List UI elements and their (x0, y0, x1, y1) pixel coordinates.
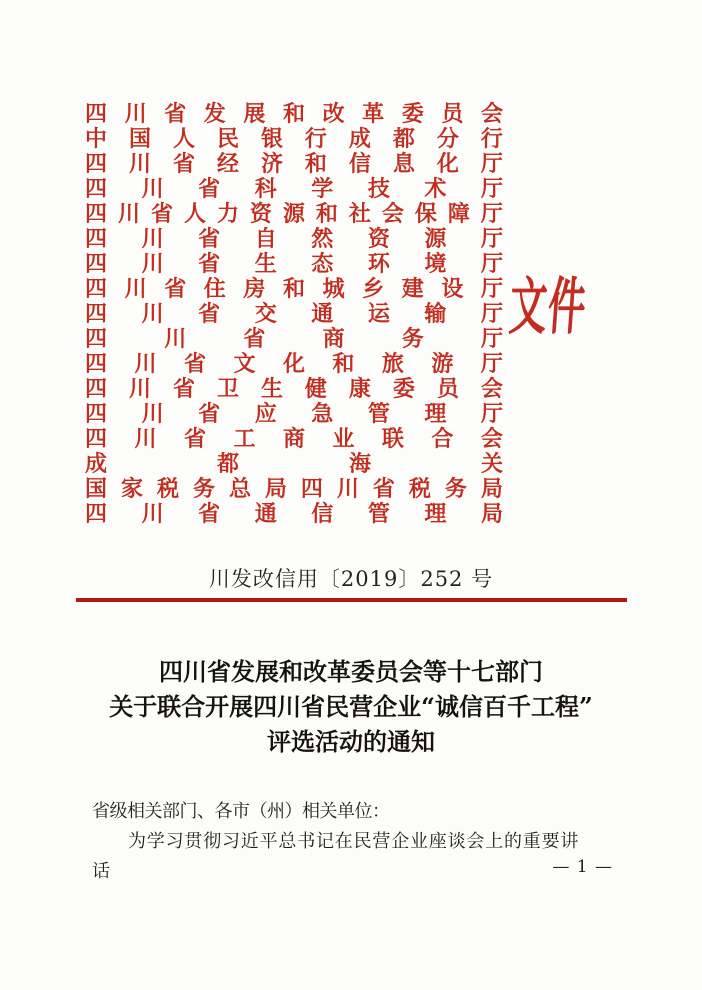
agency-line: 四 川 省 应 急 管 理 厅 (85, 401, 503, 427)
title-line-1: 四川省发展和改革委员会等十七部门 (159, 657, 543, 686)
body-paragraph: 为学习贯彻习近平总书记在民营企业座谈会上的重要讲话 (92, 831, 580, 882)
letterhead-agency-list (85, 102, 503, 527)
agency-line: 四 川 省 工 商 业 联 合 会 (85, 426, 503, 452)
title-line-2: 关于联合开展四川省民营企业“诚信百千工程” (109, 692, 593, 721)
agency-line: 四 川 省 生 态 环 境 厅 (85, 251, 503, 277)
agency-line: 中 国 人 民 银 行 成 都 分 行 (85, 126, 503, 152)
agency-line: 四 川 省 经 济 和 信 息 化 厅 (85, 151, 503, 177)
agency-line: 四 川 省 人 力 资 源 和 社 会 保 障 厅 (85, 201, 503, 227)
page-number: — 1 — (552, 857, 613, 877)
letterhead-document-label: 文件 (507, 270, 590, 343)
title-line-3: 评选活动的通知 (267, 727, 435, 756)
agency-line: 四 川 省 卫 生 健 康 委 员 会 (85, 376, 503, 402)
agency-line: 四 川 省 文 化 和 旅 游 厅 (85, 351, 503, 377)
agency-line: 四 川 省 通 信 管 理 局 (85, 501, 503, 527)
salutation-line: 省级相关部门、各市（州）相关单位： (92, 801, 390, 822)
document-body (92, 797, 594, 887)
red-divider-line (76, 598, 627, 602)
agency-line: 四 川 省 发 展 和 改 革 委 员 会 (85, 101, 503, 127)
agency-line: 四 川 省 商 务 厅 (85, 326, 503, 352)
document-reference-number: 川发改信用〔2019〕252 号 (208, 567, 494, 591)
agency-line: 成 都 海 关 (85, 451, 503, 477)
agency-line: 四 川 省 科 学 技 术 厅 (85, 176, 503, 202)
agency-line: 国 家 税 务 总 局 四 川 省 税 务 局 (85, 476, 503, 502)
agency-line: 四 川 省 自 然 资 源 厅 (85, 226, 503, 252)
agency-line: 四 川 省 交 通 运 输 厅 (85, 301, 503, 327)
agency-line: 四 川 省 住 房 和 城 乡 建 设 厅 (85, 276, 503, 302)
document-title (0, 654, 702, 759)
